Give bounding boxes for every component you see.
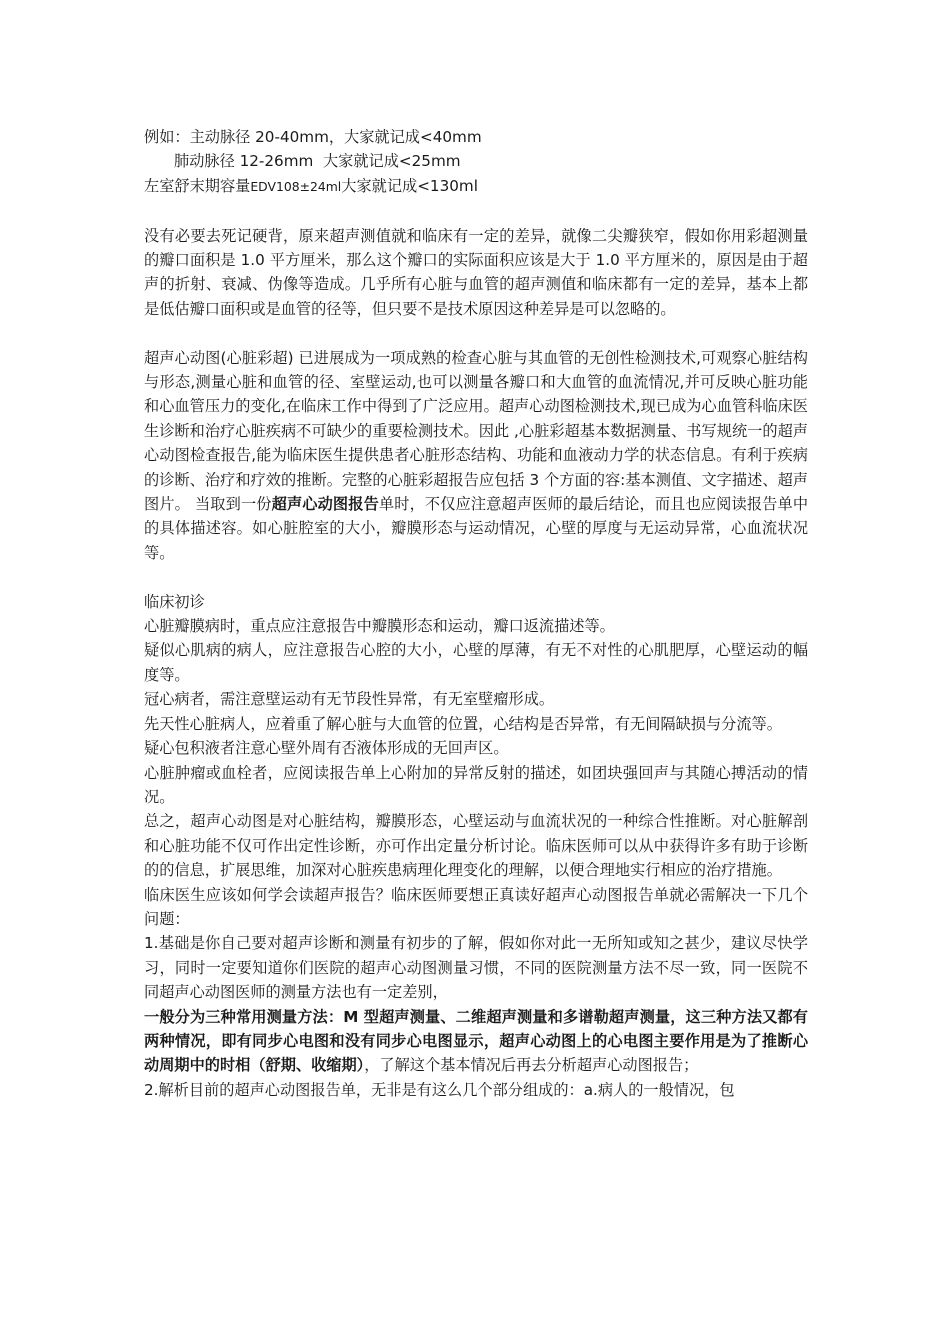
example-lv-volume-label: 左室舒末期容量 <box>144 176 251 195</box>
example-aorta: 例如：主动脉径 20-40mm，大家就记成<40mm <box>144 128 482 146</box>
list-item: 临床医生应该如何学会读超声报告？临床医师要想正真读好超声心动图报告单就必需解决一下几个问题： <box>144 885 808 928</box>
paragraph-measurement-difference: 没有必要去死记硬背，原来超声测值就和临床有一定的差异，就像二尖瓣狭窄，假如你用彩超测量的瓣口面积是 1.0 平方厘米，那么这个瓣口的实际面积应该是大于 1.0 平方厘米的，原因是由于超声的折射、衰减、伪像等造成。几乎所有心脏与血管的超声测值和临床都有一定的差异，基本上都是低估瓣口面积或是血管的径等，但只要不是技术原因这种差异是可以忽略的。 <box>144 226 808 318</box>
example-lv-volume-note: 大家就记成<130ml <box>341 176 478 195</box>
list-item: 疑心包积液者注意心壁外周有否液体形成的无回声区。 <box>144 739 509 758</box>
example-pulmonary-artery: 肺动脉径 12-26mm 大家就记成<25mm <box>174 152 461 171</box>
list-item: 先天性心脏病人，应着重了解心脏与大血管的位置，心结构是否异常，有无间隔缺损与分流等。 <box>144 714 782 733</box>
measurement-methods <box>144 1005 808 1078</box>
list-item: 心脏瓣膜病时，重点应注意报告中瓣膜形态和运动，瓣口返流描述等。 <box>144 617 615 636</box>
intro-text-b: 单时，不仅应注意超声医师的最后结论，而且也应阅读报告单中的具体描述容。如心脏腔室的大小，瓣膜形态与运动情况，心壁的厚度与无运动异常，心血流状况等。 <box>144 495 809 562</box>
list-item: 2.解析目前的超声心动图报告单，无非是有这么几个部分组成的：a.病人的一般情况，包 <box>144 1080 735 1099</box>
example-lv-volume-value: EDV108±24ml <box>250 178 342 194</box>
measurement-methods-bold: 一般分为三种常用测量方法：M 型超声测量、二维超声测量和多谱勒超声测量，这三种方法又都有两种情况，即有同步心电图和没有同步心电图显示，超声心动图上的心电图主要作用是为了推断心动周期中的时相（舒期、收缩期） <box>144 1007 808 1075</box>
list-item: 冠心病者，需注意壁运动有无节段性异常，有无室壁瘤形成。 <box>144 690 555 709</box>
paragraph-echocardiography-intro <box>144 346 808 566</box>
spacer <box>144 199 808 223</box>
document-body <box>144 125 808 1102</box>
list-item: 心脏肿瘤或血栓者，应阅读报告单上心附加的异常反射的描述，如团块强回声与其随心搏活动的情况。 <box>144 763 808 806</box>
spacer <box>144 565 808 589</box>
list-item: 疑似心肌病的病人，应注意报告心腔的大小，心壁的厚薄，有无不对性的心肌肥厚，心壁运动的幅度等。 <box>144 641 808 684</box>
list-item: 1.基础是你自己要对超声诊断和测量有初步的了解，假如你对此一无所知或知之甚少，建议尽快学习，同时一定要知道你们医院的超声心动图测量习惯，不同的医院测量方法不尽一致，同一医院不同超声心动图医师的测量方法也有一定差别， <box>144 934 808 1002</box>
section-heading: 临床初诊 <box>144 592 205 611</box>
examples-block <box>144 125 808 199</box>
intro-text-a: 超声心动图(心脏彩超) 已进展成为一项成熟的检查心脏与其血管的无创性检测技术,可观察心脏结构与形态,测量心脏和血管的径、室壁运动,也可以测量各瓣口和大血管的血流情况,并可反映心脏功能和心血管压力的变化,在临床工作中得到了广泛应用。超声心动图检测技术,现已成为心血管科临床医生诊断和治疗心脏疾病不可缺少的重要检测技术。因此 ,心脏彩超基本数据测量、书写规统一的超声心动图检查报告,能为临床医生提供患者心脏形态结构、功能和血液动力学的状态信息。有利于疾病的诊断、治疗和疗效的推断。完整的心脏彩超报告应包括 3 个方面的容:基本测值、文字描述、超声图片。 当取到一份 <box>144 348 808 514</box>
spacer <box>144 321 808 345</box>
example-lv-volume <box>144 174 808 199</box>
intro-bold-term: 超声心动图报告 <box>271 495 379 514</box>
list-item: 总之，超声心动图是对心脏结构，瓣膜形态，心壁运动与血流状况的一种综合性推断。对心脏解剖和心脏功能不仅可作出定性诊断，亦可作出定量分析讨论。临床医师可以从中获得许多有助于诊断的的信息，扩展思维，加深对心脏疾患病理化理变化的理解，以便合理地实行相应的治疗措施。 <box>144 812 808 880</box>
clinical-section <box>144 590 808 1103</box>
measurement-methods-tail: ，了解这个基本情况后再去分析超声心动图报告； <box>364 1056 699 1075</box>
